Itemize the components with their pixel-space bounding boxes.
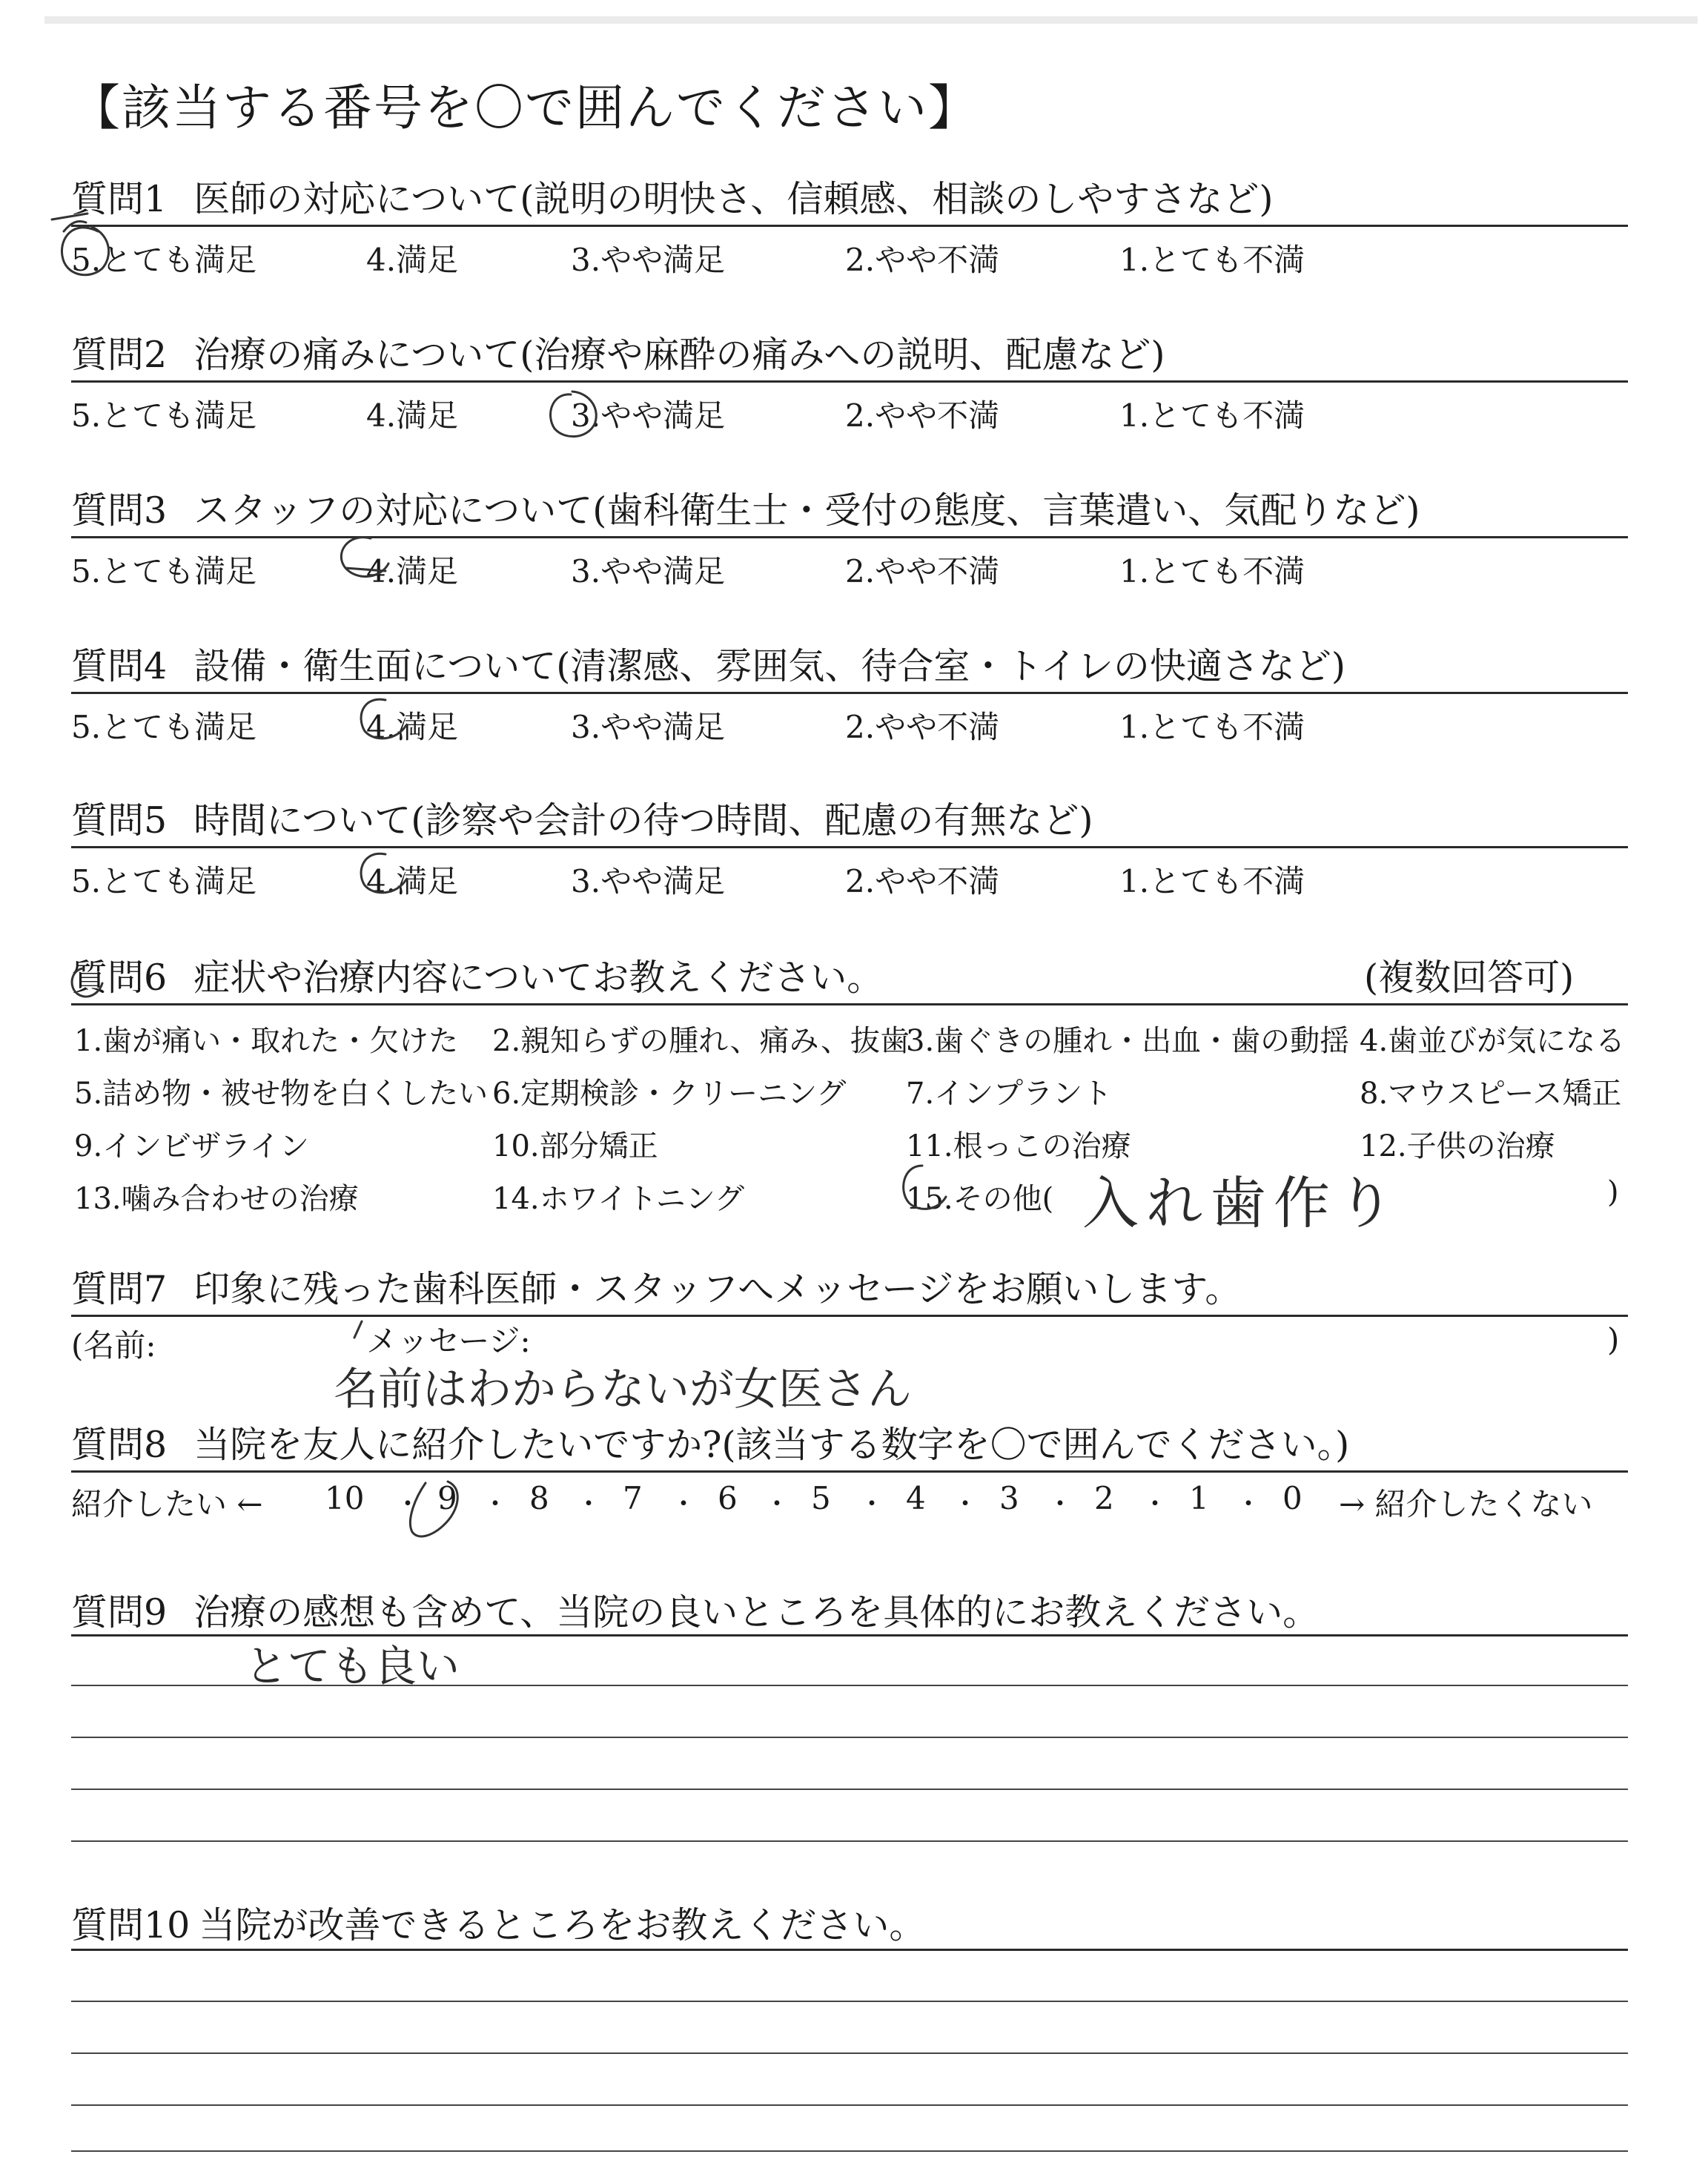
q5-option-3[interactable]: 3.やや満足	[571, 863, 726, 899]
q4-option-2[interactable]: 2.やや不満	[845, 709, 1000, 745]
q6-option-4[interactable]: 4.歯並びが気になる	[1360, 1024, 1626, 1058]
q6-option-7[interactable]: 7.インプラント	[906, 1077, 1113, 1111]
q6-option-5[interactable]: 5.詰め物・被せ物を白くしたい	[74, 1077, 489, 1111]
q4-option-5[interactable]: 5.とても満足	[71, 709, 257, 745]
q8-number-0[interactable]: 0	[1282, 1480, 1302, 1516]
q7-message-handwriting: 名前はわからないが女医さん	[334, 1364, 912, 1416]
q6-option-15-circle	[904, 1166, 946, 1209]
question-text: 治療の感想も含めて、当院の良いところを具体的にお教えください。	[193, 1591, 1320, 1634]
q1-selection-circle	[62, 222, 108, 275]
q8-number-1[interactable]: 1	[1189, 1480, 1209, 1516]
q2-option-1[interactable]: 1.とても不満	[1119, 397, 1305, 434]
q8-number-4[interactable]: 4	[906, 1480, 926, 1516]
q1-option-3[interactable]: 3.やや満足	[571, 242, 726, 278]
q4-option-4[interactable]: 4.満足	[366, 709, 459, 745]
q2-option-2[interactable]: 2.やや不満	[845, 397, 1000, 434]
q8-separator-dot: ・	[482, 1489, 509, 1519]
question-number: 質問8	[71, 1424, 168, 1466]
question-number: 質問7	[71, 1268, 168, 1310]
q2-selection-circle	[551, 392, 597, 437]
q8-separator-dot: ・	[952, 1489, 979, 1519]
q3-option-1[interactable]: 1.とても不満	[1119, 553, 1305, 589]
q8-left-label: 紹介したい ←	[71, 1486, 263, 1522]
q2-option-4[interactable]: 4.満足	[366, 397, 459, 434]
q6-other-handwriting: 入れ歯作り	[1082, 1170, 1401, 1236]
q8-number-9[interactable]: 9	[437, 1480, 457, 1516]
q1-option-2[interactable]: 2.やや不満	[845, 242, 1000, 278]
q3-option-4[interactable]: 4.満足	[366, 553, 459, 589]
question-text: スタッフの対応について(歯科衛生士・受付の態度、言葉遣い、気配りなど)	[193, 489, 1420, 532]
question-number: 質問1	[71, 178, 168, 220]
q8-separator-dot: ・	[1047, 1489, 1074, 1519]
question-text: 印象に残った歯科医師・スタッフへメッセージをお願いします。	[193, 1268, 1242, 1310]
q6-option-1[interactable]: 1.歯が痛い・取れた・欠けた	[74, 1024, 459, 1058]
question-number: 質問5	[71, 799, 168, 842]
q6-option-10[interactable]: 10.部分矯正	[492, 1129, 658, 1163]
question-number: 質問3	[71, 489, 168, 532]
q6-option-8[interactable]: 8.マウスピース矯正	[1360, 1077, 1622, 1111]
q3-selection-circle	[341, 538, 388, 577]
q6-option-13[interactable]: 13.噛み合わせの治療	[74, 1182, 359, 1216]
q6-option-9[interactable]: 9.インビザライン	[74, 1129, 309, 1163]
q5-option-5[interactable]: 5.とても満足	[71, 863, 257, 899]
q8-selection-circle	[410, 1482, 457, 1536]
q8-separator-dot: ・	[1235, 1489, 1262, 1519]
q1-option-4[interactable]: 4.満足	[366, 242, 459, 278]
q1-option-1[interactable]: 1.とても不満	[1119, 242, 1305, 278]
q6-option-2[interactable]: 2.親知らずの腫れ、痛み、抜歯	[492, 1024, 910, 1058]
q3-option-5[interactable]: 5.とても満足	[71, 553, 257, 589]
q5-selection-circle	[361, 853, 406, 893]
q4-option-3[interactable]: 3.やや満足	[571, 709, 726, 745]
question-text: 当院が改善できるところをお教えください。	[199, 1904, 926, 1946]
q8-separator-dot: ・	[394, 1489, 422, 1519]
q5-option-2[interactable]: 2.やや不満	[845, 863, 1000, 899]
q6-option-6[interactable]: 6.定期検診・クリーニング	[492, 1077, 847, 1111]
q8-separator-dot: ・	[764, 1489, 791, 1519]
q8-number-8[interactable]: 8	[529, 1480, 549, 1516]
q8-number-3[interactable]: 3	[999, 1480, 1019, 1516]
q5-option-1[interactable]: 1.とても不満	[1119, 863, 1305, 899]
q6-option-12[interactable]: 12.子供の治療	[1360, 1129, 1555, 1163]
question-number: 質問9	[71, 1591, 168, 1634]
question-text: 医師の対応について(説明の明快さ、信頼感、相談のしやすさなど)	[193, 178, 1274, 220]
q6-corner-mark	[72, 968, 102, 997]
question-number: 質問10	[71, 1904, 191, 1946]
q1-selection-tick	[52, 214, 87, 219]
q8-number-7[interactable]: 7	[623, 1480, 643, 1516]
q7-message-label: メッセージ:	[366, 1323, 531, 1359]
q8-separator-dot: ・	[858, 1489, 886, 1519]
q8-separator-dot: ・	[575, 1489, 603, 1519]
q7-close-paren: )	[1607, 1321, 1620, 1358]
question-text: 症状や治療内容についてお教えください。	[193, 957, 884, 999]
q7-message-tick	[354, 1321, 362, 1338]
q8-number-10[interactable]: 10	[325, 1480, 365, 1516]
q9-handwriting: とても良い	[245, 1641, 460, 1691]
q4-option-1[interactable]: 1.とても不満	[1119, 709, 1305, 745]
q8-number-5[interactable]: 5	[811, 1480, 831, 1516]
question-text: 治療の痛みについて(治療や麻酔の痛みへの説明、配慮など)	[193, 334, 1165, 376]
question-text: 時間について(診察や会計の待つ時間、配慮の有無など)	[193, 799, 1093, 842]
q8-right-label: → 紹介したくない	[1339, 1486, 1593, 1522]
q4-selection-circle	[361, 699, 406, 739]
q8-number-2[interactable]: 2	[1094, 1480, 1114, 1516]
question-number: 質問2	[71, 334, 168, 376]
question-number: 質問4	[71, 645, 168, 687]
q1-option-5[interactable]: 5.とても満足	[71, 242, 257, 278]
multiple-answer-note: (複数回答可)	[1364, 957, 1575, 999]
q6-other-close-paren: )	[1607, 1175, 1619, 1209]
q6-option-14[interactable]: 14.ホワイトニング	[492, 1182, 745, 1216]
q6-option-15[interactable]: 15.その他(	[906, 1182, 1054, 1216]
form-header: 【該当する番号を〇で囲んでください】	[71, 79, 979, 136]
q6-option-11[interactable]: 11.根っこの治療	[906, 1129, 1131, 1163]
q5-option-4[interactable]: 4.満足	[366, 863, 459, 899]
q2-option-5[interactable]: 5.とても満足	[71, 397, 257, 434]
q7-name-label: (名前:	[71, 1327, 156, 1364]
q2-option-3[interactable]: 3.やや満足	[571, 397, 726, 434]
question-text: 当院を友人に紹介したいですか?(該当する数字を〇で囲んでください。)	[193, 1424, 1350, 1466]
q8-separator-dot: ・	[1142, 1489, 1169, 1519]
q3-option-2[interactable]: 2.やや不満	[845, 553, 1000, 589]
q8-separator-dot: ・	[670, 1489, 698, 1519]
q6-option-3[interactable]: 3.歯ぐきの腫れ・出血・歯の動揺	[906, 1024, 1350, 1058]
q3-option-3[interactable]: 3.やや満足	[571, 553, 726, 589]
question-number: 質問6	[71, 957, 168, 999]
q8-number-6[interactable]: 6	[718, 1480, 738, 1516]
question-text: 設備・衛生面について(清潔感、雰囲気、待合室・トイレの快適さなど)	[193, 645, 1345, 687]
